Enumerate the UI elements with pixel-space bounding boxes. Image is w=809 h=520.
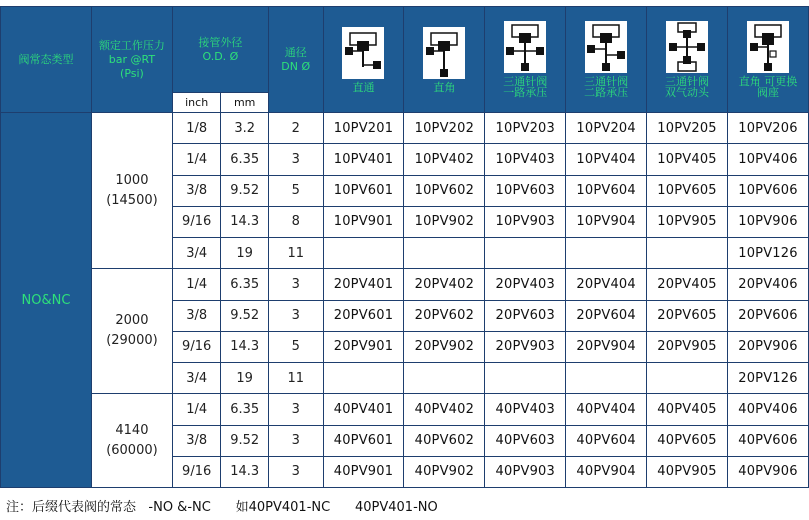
part-number-cell: 40PV604	[566, 425, 647, 456]
part-number-cell: 10PV605	[647, 175, 728, 206]
part-number-cell: 40PV903	[485, 456, 566, 487]
part-number-cell: 20PV603	[485, 300, 566, 331]
inch-size-cell: 9/16	[172, 206, 221, 237]
part-number-cell: 40PV901	[323, 456, 404, 487]
rated-pressure-value: 1000 (14500)	[92, 113, 173, 269]
rated-pressure-value: 2000 (29000)	[92, 269, 173, 394]
part-number-cell: 40PV406	[727, 394, 808, 425]
header-outer-diameter	[172, 7, 268, 93]
inch-size-cell: 3/8	[172, 175, 221, 206]
part-number-cell: 40PV404	[566, 394, 647, 425]
part-number-cell: 10PV601	[323, 175, 404, 206]
inch-size-cell: 9/16	[172, 331, 221, 362]
three-way-needle-two-pressure-icon	[585, 21, 627, 73]
nominal-diameter-cell: 5	[268, 175, 323, 206]
angle-valve-diagram-icon	[423, 27, 465, 79]
table-row	[1, 113, 809, 144]
valve-spec-table	[0, 6, 809, 488]
part-number-cell: 40PV906	[727, 456, 808, 487]
part-number-cell: 20PV906	[727, 331, 808, 362]
part-number-cell: 20PV903	[485, 331, 566, 362]
part-number-cell	[404, 363, 485, 394]
three-way-needle-dual-pneumatic-icon	[666, 21, 708, 73]
valve-type-label: 直角	[433, 80, 456, 94]
part-number-cell: 10PV604	[566, 175, 647, 206]
mm-size-cell: 9.52	[221, 175, 269, 206]
part-number-cell: 10PV404	[566, 144, 647, 175]
nominal-diameter-cell: 3	[268, 300, 323, 331]
part-number-cell: 10PV202	[404, 113, 485, 144]
mm-size-cell: 14.3	[221, 206, 269, 237]
part-number-cell: 20PV406	[727, 269, 808, 300]
header-valve-three-way-one	[485, 7, 566, 113]
inch-size-cell: 9/16	[172, 456, 221, 487]
nominal-diameter-cell: 3	[268, 425, 323, 456]
header-inch: inch	[172, 93, 221, 113]
angle-replaceable-seat-icon	[747, 21, 789, 73]
nominal-diameter-cell: 5	[268, 331, 323, 362]
header-nominal-diameter	[268, 7, 323, 113]
footnote: 注：后缀代表阀的常态 -NO &-NC 如40PV401-NC 40PV401-NO	[6, 500, 438, 515]
part-number-cell	[404, 238, 485, 269]
part-number-cell: 20PV606	[727, 300, 808, 331]
part-number-cell: 10PV602	[404, 175, 485, 206]
part-number-cell: 20PV403	[485, 269, 566, 300]
mm-size-cell: 14.3	[221, 331, 269, 362]
part-number-cell: 20PV126	[727, 363, 808, 394]
part-number-cell: 40PV401	[323, 394, 404, 425]
part-number-cell: 20PV902	[404, 331, 485, 362]
part-number-cell: 20PV605	[647, 300, 728, 331]
part-number-cell: 10PV903	[485, 206, 566, 237]
part-number-cell: 40PV601	[323, 425, 404, 456]
mm-size-cell: 9.52	[221, 425, 269, 456]
valve-type-label: 三通针阀 二路承压	[584, 75, 629, 99]
inch-size-cell: 3/8	[172, 425, 221, 456]
part-number-cell: 10PV401	[323, 144, 404, 175]
nominal-diameter-cell: 2	[268, 113, 323, 144]
nominal-diameter-cell: 11	[268, 363, 323, 394]
part-number-cell: 40PV402	[404, 394, 485, 425]
nominal-diameter-cell: 3	[268, 144, 323, 175]
inch-size-cell: 1/4	[172, 394, 221, 425]
three-way-needle-one-pressure-icon	[504, 21, 546, 73]
part-number-cell	[485, 363, 566, 394]
straight-valve-diagram-icon	[342, 27, 384, 79]
part-number-cell: 40PV606	[727, 425, 808, 456]
part-number-cell: 20PV405	[647, 269, 728, 300]
part-number-cell: 40PV905	[647, 456, 728, 487]
inch-size-cell: 1/4	[172, 144, 221, 175]
part-number-cell: 20PV402	[404, 269, 485, 300]
mm-size-cell: 14.3	[221, 456, 269, 487]
part-number-cell: 40PV902	[404, 456, 485, 487]
part-number-cell: 10PV405	[647, 144, 728, 175]
rated-pressure-value: 4140 (60000)	[92, 394, 173, 488]
mm-size-cell: 6.35	[221, 269, 269, 300]
part-number-cell: 40PV405	[647, 394, 728, 425]
header-rated-pressure-text: 额定工作压力 bar @RT (Psi)	[98, 38, 165, 80]
part-number-cell: 20PV401	[323, 269, 404, 300]
header-valve-angle-seat	[727, 7, 808, 113]
nominal-diameter-cell: 11	[268, 238, 323, 269]
valve-type-label: 直通	[352, 80, 375, 94]
mm-size-cell: 19	[221, 363, 269, 394]
part-number-cell: 10PV406	[727, 144, 808, 175]
part-number-cell: 10PV402	[404, 144, 485, 175]
mm-size-cell: 9.52	[221, 300, 269, 331]
valve-type-label: 三通针阀 双气动头	[665, 75, 710, 99]
part-number-cell: 10PV201	[323, 113, 404, 144]
header-valve-three-way-two	[566, 7, 647, 113]
mm-size-cell: 6.35	[221, 394, 269, 425]
part-number-cell: 40PV403	[485, 394, 566, 425]
nominal-diameter-cell: 3	[268, 394, 323, 425]
nominal-diameter-cell: 3	[268, 269, 323, 300]
part-number-cell	[323, 363, 404, 394]
mm-size-cell: 6.35	[221, 144, 269, 175]
part-number-cell: 10PV203	[485, 113, 566, 144]
part-number-cell: 10PV901	[323, 206, 404, 237]
part-number-cell: 10PV603	[485, 175, 566, 206]
part-number-cell	[485, 238, 566, 269]
part-number-cell: 10PV902	[404, 206, 485, 237]
nominal-diameter-cell: 8	[268, 206, 323, 237]
table-row	[1, 394, 809, 425]
part-number-cell: 20PV604	[566, 300, 647, 331]
part-number-cell: 10PV904	[566, 206, 647, 237]
part-number-cell: 20PV602	[404, 300, 485, 331]
inch-size-cell: 3/8	[172, 300, 221, 331]
part-number-cell: 40PV904	[566, 456, 647, 487]
part-number-cell: 10PV204	[566, 113, 647, 144]
part-number-cell	[647, 363, 728, 394]
part-number-cell: 20PV901	[323, 331, 404, 362]
part-number-cell: 10PV906	[727, 206, 808, 237]
table-row	[1, 269, 809, 300]
header-valve-three-way-dual	[647, 7, 728, 113]
part-number-cell: 10PV206	[727, 113, 808, 144]
part-number-cell: 40PV605	[647, 425, 728, 456]
header-nominal-diameter-text: 通径 DN Ø	[281, 45, 311, 73]
header-mm: mm	[221, 93, 269, 113]
inch-size-cell: 3/4	[172, 363, 221, 394]
part-number-cell: 20PV904	[566, 331, 647, 362]
header-valve-type: 阀常态类型	[1, 7, 92, 113]
part-number-cell	[647, 238, 728, 269]
inch-size-cell: 1/4	[172, 269, 221, 300]
part-number-cell: 10PV205	[647, 113, 728, 144]
part-number-cell: 20PV905	[647, 331, 728, 362]
inch-size-cell: 1/8	[172, 113, 221, 144]
part-number-cell: 40PV603	[485, 425, 566, 456]
table-body	[1, 113, 809, 488]
part-number-cell	[323, 238, 404, 269]
header-outer-diameter-text: 接管外径 O.D. Ø	[198, 35, 243, 63]
part-number-cell: 10PV606	[727, 175, 808, 206]
mm-size-cell: 19	[221, 238, 269, 269]
part-number-cell: 10PV126	[727, 238, 808, 269]
part-number-cell	[566, 363, 647, 394]
valve-type-label: 三通针阀 一路承压	[503, 75, 548, 99]
header-valve-angle	[404, 7, 485, 113]
header-valve-straight	[323, 7, 404, 113]
header-rated-pressure	[92, 7, 173, 113]
valve-type-value: NO&NC	[1, 113, 92, 488]
part-number-cell: 10PV905	[647, 206, 728, 237]
part-number-cell: 20PV601	[323, 300, 404, 331]
valve-type-label: 直角 可更换阀座	[738, 75, 798, 99]
nominal-diameter-cell: 3	[268, 456, 323, 487]
part-number-cell	[566, 238, 647, 269]
mm-size-cell: 3.2	[221, 113, 269, 144]
part-number-cell: 40PV602	[404, 425, 485, 456]
part-number-cell: 20PV404	[566, 269, 647, 300]
inch-size-cell: 3/4	[172, 238, 221, 269]
part-number-cell: 10PV403	[485, 144, 566, 175]
